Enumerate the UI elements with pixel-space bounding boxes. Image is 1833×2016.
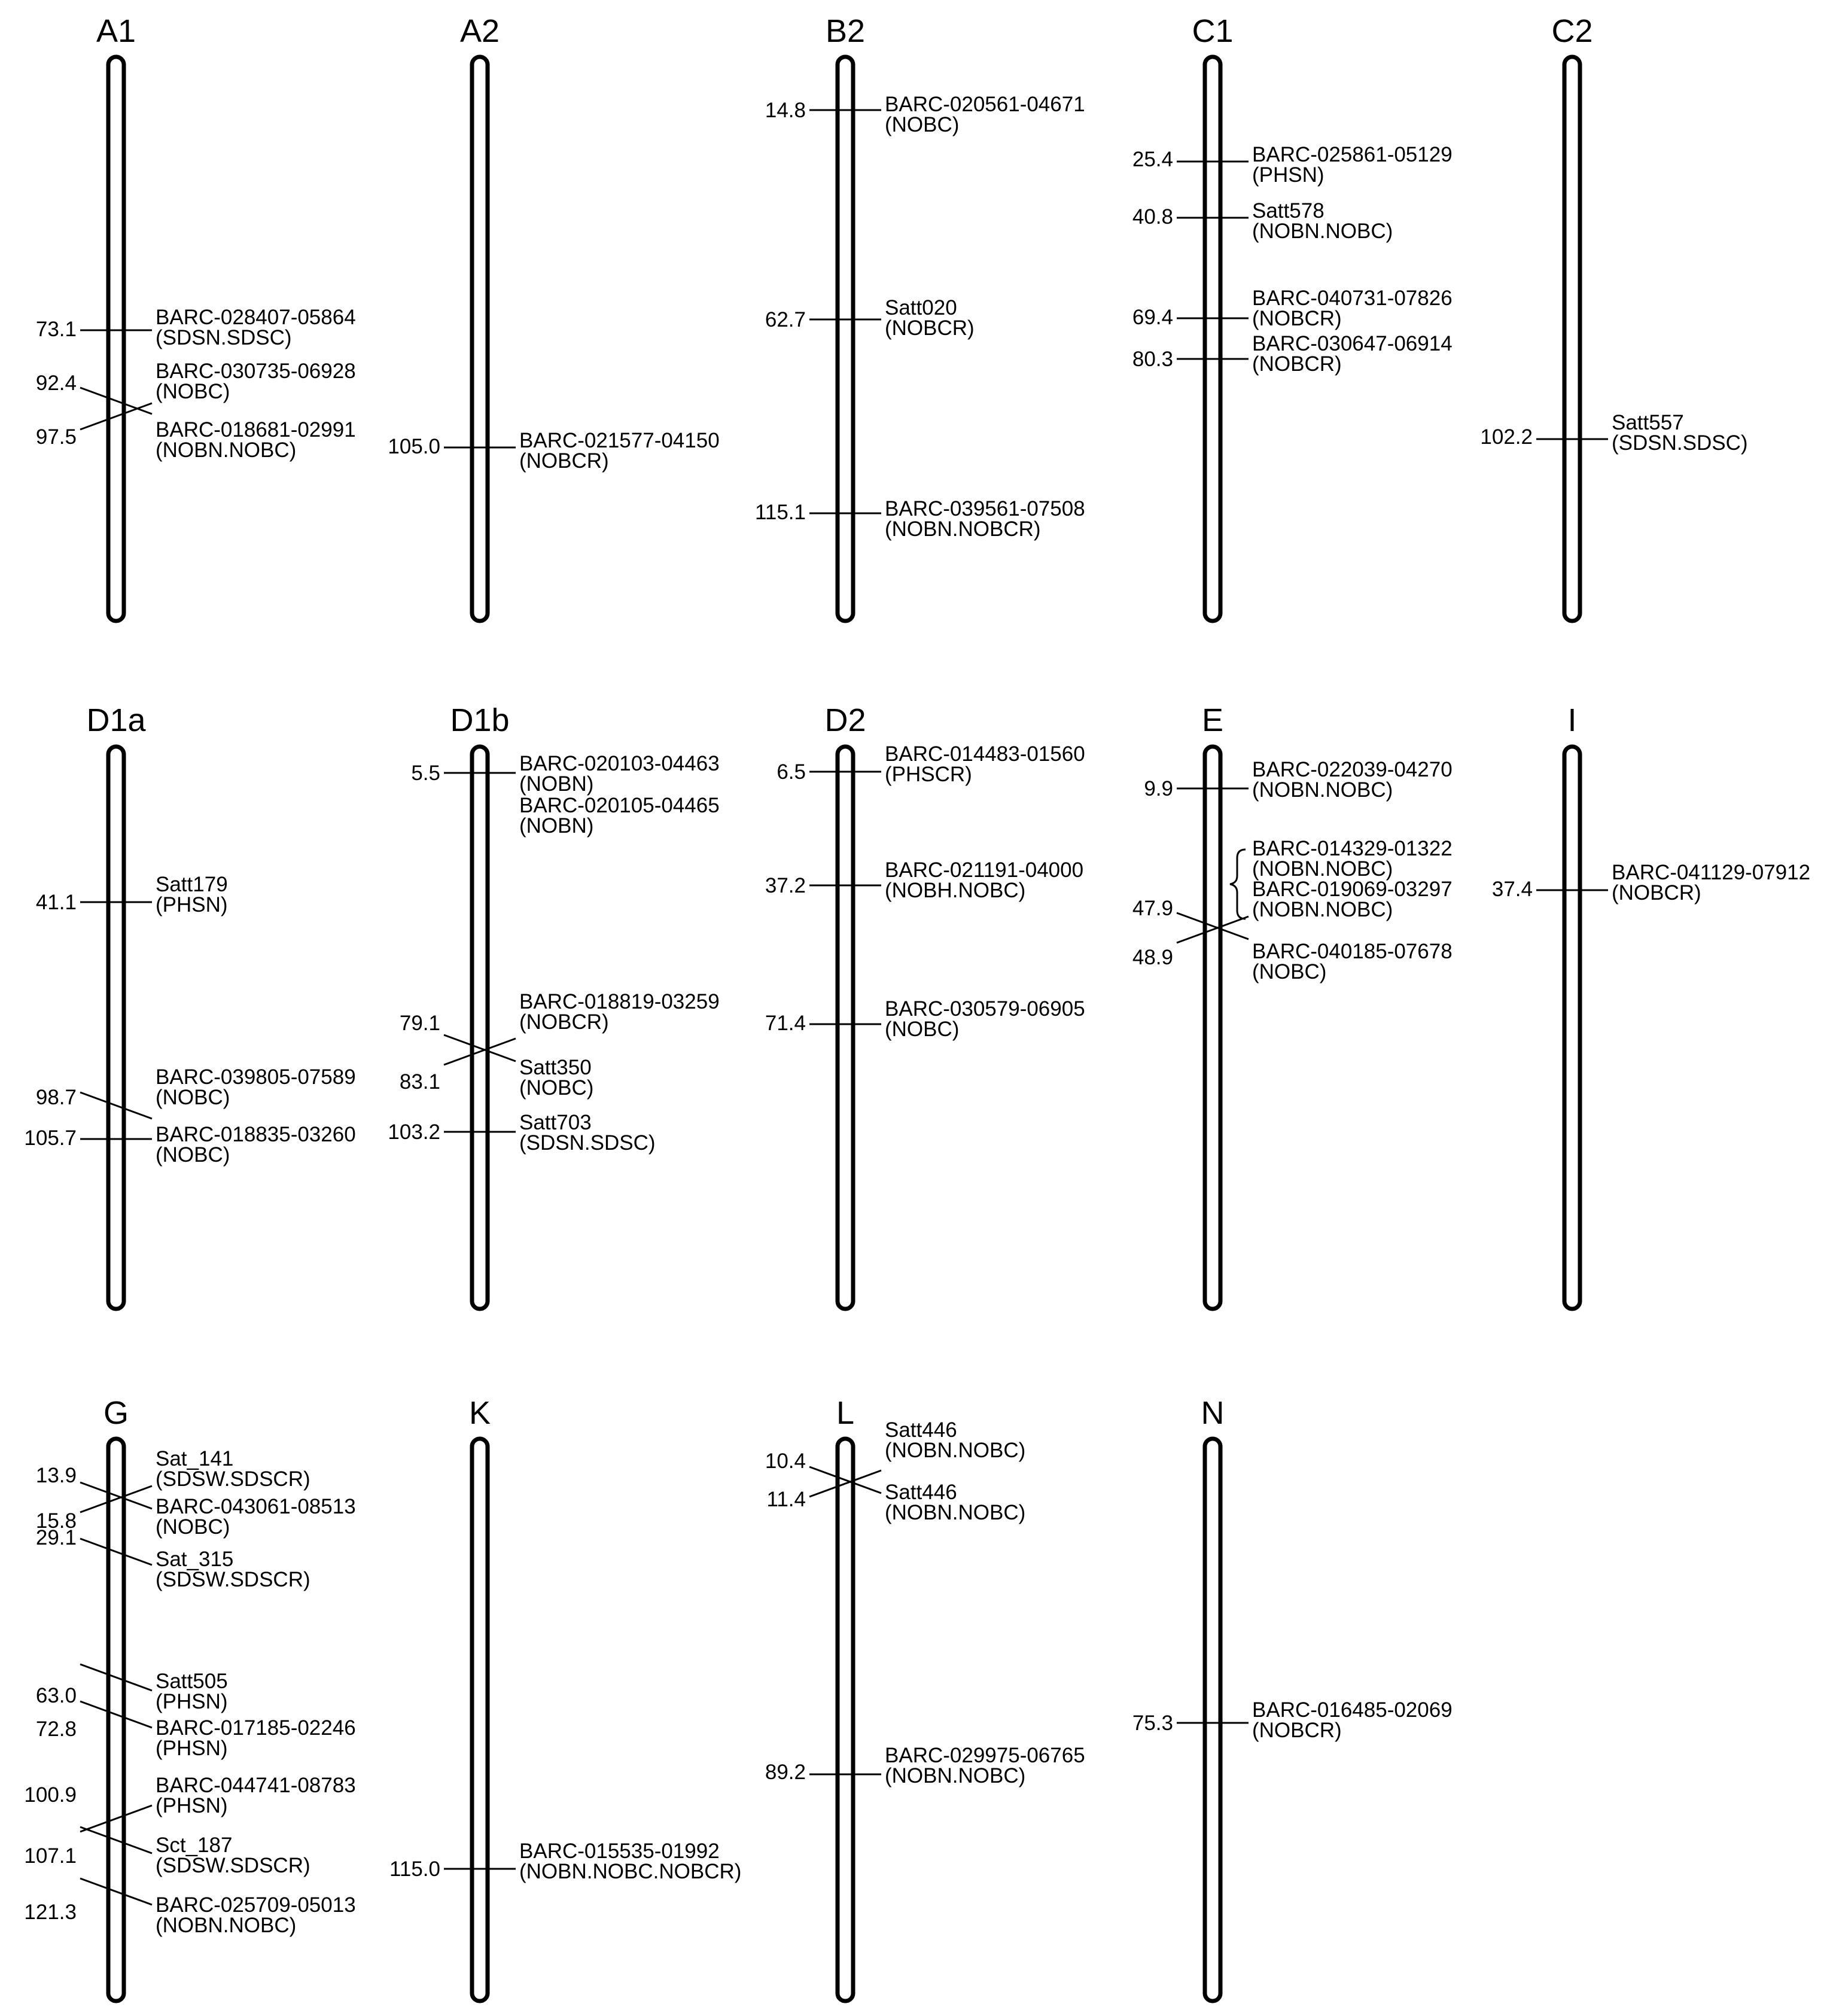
marker-trait: (NOBCR) <box>1252 1719 1342 1742</box>
marker <box>388 1111 655 1155</box>
linkage-group-a2 <box>388 13 719 621</box>
chromosome-bar <box>472 1439 488 2001</box>
marker-name: Satt446 <box>885 1481 957 1504</box>
marker <box>24 1878 355 1937</box>
marker-position: 98.7 <box>35 1086 77 1109</box>
marker-trait: (NOBN.NOBCR) <box>885 517 1041 541</box>
marker-position: 103.2 <box>388 1120 440 1144</box>
marker-position: 102.2 <box>1480 425 1533 449</box>
marker-name: BARC-025861-05129 <box>1252 143 1453 166</box>
linkage-group-k <box>389 1395 741 2001</box>
marker <box>400 990 720 1061</box>
marker-trait: (NOBN.NOBC) <box>1252 220 1393 243</box>
marker-position: 79.1 <box>399 1012 440 1035</box>
marker-position: 92.4 <box>35 371 77 395</box>
marker-position: 6.5 <box>777 760 806 784</box>
marker-name: BARC-018835-03260 <box>156 1123 356 1146</box>
chromosome-bar <box>1205 1439 1220 2001</box>
marker <box>1132 143 1453 187</box>
marker-trait: (NOBN.NOBC) <box>1252 898 1393 921</box>
marker-name: BARC-022039-04270 <box>1252 758 1453 781</box>
marker-trait: (SDSW.SDSCR) <box>156 1568 310 1591</box>
marker-position: 115.0 <box>389 1857 440 1881</box>
linkage-group-title: D1b <box>450 702 510 738</box>
marker-name: BARC-029975-06765 <box>885 1744 1085 1767</box>
marker-trait: (PHSN) <box>156 1737 228 1760</box>
linkage-group-title: N <box>1201 1395 1225 1431</box>
marker-name: BARC-030735-06928 <box>156 360 356 383</box>
marker <box>36 306 356 349</box>
marker-trait: (NOBN.NOBC) <box>885 1501 1026 1524</box>
marker-trait: (NOBCR) <box>519 1010 609 1034</box>
linkage-group-title: D1a <box>86 702 146 738</box>
marker-name: Satt578 <box>1252 199 1324 223</box>
marker-name: BARC-039561-07508 <box>885 497 1085 520</box>
chromosome-bar <box>1205 57 1220 621</box>
marker-name: BARC-020105-04465 <box>519 794 720 817</box>
marker-name: Sat_141 <box>156 1447 234 1470</box>
marker-trait: (NOBN.NOBC) <box>885 1439 1026 1462</box>
marker <box>755 497 1085 541</box>
marker-name: BARC-014483-01560 <box>885 742 1085 766</box>
marker-position: 100.9 <box>24 1783 77 1807</box>
marker <box>1144 758 1452 802</box>
linkage-group-i <box>1492 702 1810 1309</box>
marker-name: Satt703 <box>519 1111 592 1134</box>
marker-name: Satt350 <box>519 1056 592 1079</box>
marker <box>36 1486 356 1539</box>
chromosome-bar <box>108 1439 124 2001</box>
linkage-group-title: C2 <box>1551 13 1593 49</box>
marker-trait: (PHSN) <box>1252 163 1324 187</box>
marker <box>36 873 228 916</box>
marker-name: BARC-044741-08783 <box>156 1774 356 1797</box>
chromosome-bar <box>472 747 488 1309</box>
linkage-group-title: G <box>103 1395 129 1431</box>
marker-name: BARC-028407-05864 <box>156 306 356 329</box>
marker-trait: (SDSN.SDSC) <box>519 1131 656 1155</box>
marker-position: 47.9 <box>1132 897 1173 920</box>
linkage-group-title: E <box>1201 702 1224 738</box>
marker <box>765 1744 1085 1787</box>
marker-name: BARC-014329-01322 <box>1252 837 1453 860</box>
marker-name: BARC-019069-03297 <box>1252 878 1453 901</box>
linkage-group-g <box>24 1395 355 2001</box>
marker-trait: (SDSN.SDSC) <box>156 326 292 349</box>
marker <box>1132 916 1453 983</box>
marker-name: BARC-015535-01992 <box>519 1840 720 1863</box>
marker-name: Satt179 <box>156 873 228 896</box>
marker-trait: (NOBC) <box>156 1515 230 1539</box>
marker-trait: (PHSN) <box>156 1794 228 1817</box>
chromosome-bar <box>108 57 124 621</box>
marker-name: BARC-030579-06905 <box>885 997 1085 1021</box>
marker <box>36 1065 356 1119</box>
marker-position: 62.7 <box>765 308 806 331</box>
marker-position: 15.8 <box>35 1509 77 1533</box>
marker-bracket <box>1230 849 1246 919</box>
marker <box>36 1664 228 1713</box>
marker-name: BARC-016485-02069 <box>1252 1698 1453 1722</box>
marker-trait: (SDSN.SDSC) <box>1612 431 1748 455</box>
marker-position: 97.5 <box>35 425 77 449</box>
marker-position: 121.3 <box>24 1901 77 1924</box>
marker-name: Satt446 <box>885 1418 957 1442</box>
marker <box>1480 411 1747 455</box>
linkage-group-title: I <box>1567 702 1577 738</box>
marker <box>519 794 720 838</box>
chromosome-bar <box>108 747 124 1309</box>
marker-trait: (NOBN) <box>519 814 594 838</box>
marker-name: BARC-020561-04671 <box>885 93 1085 116</box>
marker-position: 29.1 <box>35 1526 77 1549</box>
chromosome-bar <box>838 57 853 621</box>
chromosome-bar <box>1564 57 1580 621</box>
marker-name: BARC-017185-02246 <box>156 1716 356 1740</box>
marker-trait: (SDSW.SDSCR) <box>156 1467 310 1491</box>
marker-name: BARC-041129-07912 <box>1612 861 1811 884</box>
chromosome-bar <box>1205 747 1220 1309</box>
chromosome-bar <box>838 747 853 1309</box>
marker-name: BARC-021191-04000 <box>885 858 1084 882</box>
marker-trait: (NOBC) <box>1252 960 1327 983</box>
marker-position: 14.8 <box>765 99 806 122</box>
marker-trait: (NOBCR) <box>1252 307 1342 330</box>
marker-trait: (NOBN.NOBC) <box>156 1914 297 1937</box>
marker-position: 73.1 <box>35 318 77 341</box>
marker-position: 105.0 <box>388 435 440 458</box>
linkage-group-title: C1 <box>1192 13 1234 49</box>
chromosome-bar <box>472 57 488 621</box>
marker-name: BARC-030647-06914 <box>1252 332 1453 355</box>
linkage-group-d1b <box>388 702 719 1309</box>
marker-trait: (NOBN.NOBC) <box>1252 857 1393 881</box>
marker-name: BARC-020103-04463 <box>519 752 720 775</box>
marker-position: 72.8 <box>35 1717 77 1741</box>
marker <box>388 429 719 473</box>
marker <box>24 1827 310 1877</box>
marker-trait: (NOBC) <box>156 1086 230 1109</box>
marker <box>777 742 1085 786</box>
marker-trait: (NOBC) <box>156 380 230 403</box>
marker-position: 71.4 <box>765 1012 806 1035</box>
marker <box>1252 878 1453 921</box>
linkage-group-c1 <box>1132 13 1453 621</box>
marker <box>765 296 975 340</box>
linkage-group-d1a <box>24 702 355 1309</box>
marker-position: 40.8 <box>1132 205 1173 229</box>
marker <box>1492 861 1810 905</box>
marker-trait: (NOBH.NOBC) <box>885 879 1026 902</box>
marker-trait: (NOBN.NOBC) <box>156 438 297 462</box>
linkage-group-title: A1 <box>96 13 136 49</box>
linkage-group-c2 <box>1480 13 1747 621</box>
marker-trait: (SDSW.SDSCR) <box>156 1854 310 1877</box>
linkage-group-title: B2 <box>825 13 866 49</box>
marker-trait: (NOBCR) <box>885 316 975 340</box>
marker-name: Satt505 <box>156 1670 228 1693</box>
marker-trait: (PHSCR) <box>885 763 972 786</box>
marker-name: Satt020 <box>885 296 957 319</box>
marker <box>389 1840 741 1883</box>
linkage-group-a1 <box>36 13 356 621</box>
marker-position: 11.4 <box>766 1488 806 1511</box>
marker-position: 105.7 <box>24 1126 77 1150</box>
marker-position: 37.4 <box>1491 878 1533 901</box>
marker-trait: (NOBCR) <box>1612 881 1701 905</box>
marker-name: BARC-040731-07826 <box>1252 287 1453 310</box>
marker-position: 9.9 <box>1144 777 1173 800</box>
marker <box>1132 1698 1453 1742</box>
marker-position: 63.0 <box>35 1684 77 1707</box>
marker-name: BARC-018819-03259 <box>519 990 720 1013</box>
marker-trait: (PHSN) <box>156 1690 228 1713</box>
linkage-group-title: A2 <box>459 13 500 49</box>
marker-position: 80.3 <box>1132 348 1173 371</box>
linkage-group-l <box>765 1395 1085 2001</box>
marker-trait: (NOBN) <box>519 772 594 796</box>
marker-trait: (NOBN.NOBC) <box>885 1764 1026 1787</box>
marker-trait: (NOBC) <box>519 1076 594 1100</box>
marker-trait: (NOBCR) <box>519 449 609 473</box>
marker <box>765 93 1085 136</box>
marker-trait: (NOBN.NOBC) <box>1252 778 1393 802</box>
marker <box>24 1123 355 1167</box>
marker-name: BARC-040185-07678 <box>1252 940 1453 963</box>
marker-trait: (NOBC) <box>156 1143 230 1167</box>
linkage-group-e <box>1132 702 1453 1309</box>
marker-position: 13.9 <box>35 1464 77 1487</box>
marker <box>766 1470 1025 1524</box>
linkage-group-title: K <box>468 1395 491 1431</box>
marker <box>765 858 1083 902</box>
marker <box>1132 287 1453 330</box>
linkage-group-b2 <box>755 13 1085 621</box>
marker-position: 5.5 <box>411 762 440 785</box>
linkage-group-title: D2 <box>824 702 866 738</box>
marker-name: Sat_315 <box>156 1548 234 1571</box>
marker <box>765 997 1085 1041</box>
linkage-group-title: L <box>836 1395 855 1431</box>
marker-trait: (NOBCR) <box>1252 352 1342 376</box>
marker-name: BARC-021577-04150 <box>519 429 720 452</box>
marker <box>1132 332 1453 376</box>
marker-name: BARC-018681-02991 <box>156 418 356 441</box>
marker-position: 41.1 <box>35 891 77 914</box>
marker <box>36 403 356 462</box>
marker-position: 107.1 <box>24 1844 77 1868</box>
marker-position: 37.2 <box>765 874 806 897</box>
marker-name: Satt557 <box>1612 411 1684 434</box>
marker-name: BARC-039805-07589 <box>156 1065 356 1089</box>
marker-position: 69.4 <box>1132 306 1173 329</box>
marker-name: BARC-043061-08513 <box>156 1495 356 1518</box>
marker <box>36 360 356 414</box>
marker-position: 10.4 <box>765 1449 806 1473</box>
marker-position: 115.1 <box>755 501 806 524</box>
marker-name: Sct_187 <box>156 1834 233 1857</box>
chromosome-bar <box>838 1439 853 2001</box>
linkage-group-d2 <box>765 702 1085 1309</box>
marker-trait: (PHSN) <box>156 893 228 916</box>
marker-position: 75.3 <box>1132 1712 1173 1735</box>
linkage-group-n <box>1132 1395 1453 2001</box>
marker <box>1132 199 1393 243</box>
marker-name: BARC-025709-05013 <box>156 1893 356 1917</box>
chromosome-bar <box>1564 747 1580 1309</box>
marker-trait: (NOBN.NOBC.NOBCR) <box>519 1860 742 1883</box>
marker <box>24 1774 355 1832</box>
marker-position: 48.9 <box>1132 946 1173 969</box>
marker-position: 83.1 <box>399 1070 440 1094</box>
marker-trait: (NOBC) <box>885 113 960 136</box>
marker-position: 89.2 <box>765 1761 806 1784</box>
marker-position: 25.4 <box>1132 148 1173 171</box>
marker <box>411 752 719 796</box>
marker-trait: (NOBC) <box>885 1018 960 1041</box>
marker <box>400 1039 594 1100</box>
